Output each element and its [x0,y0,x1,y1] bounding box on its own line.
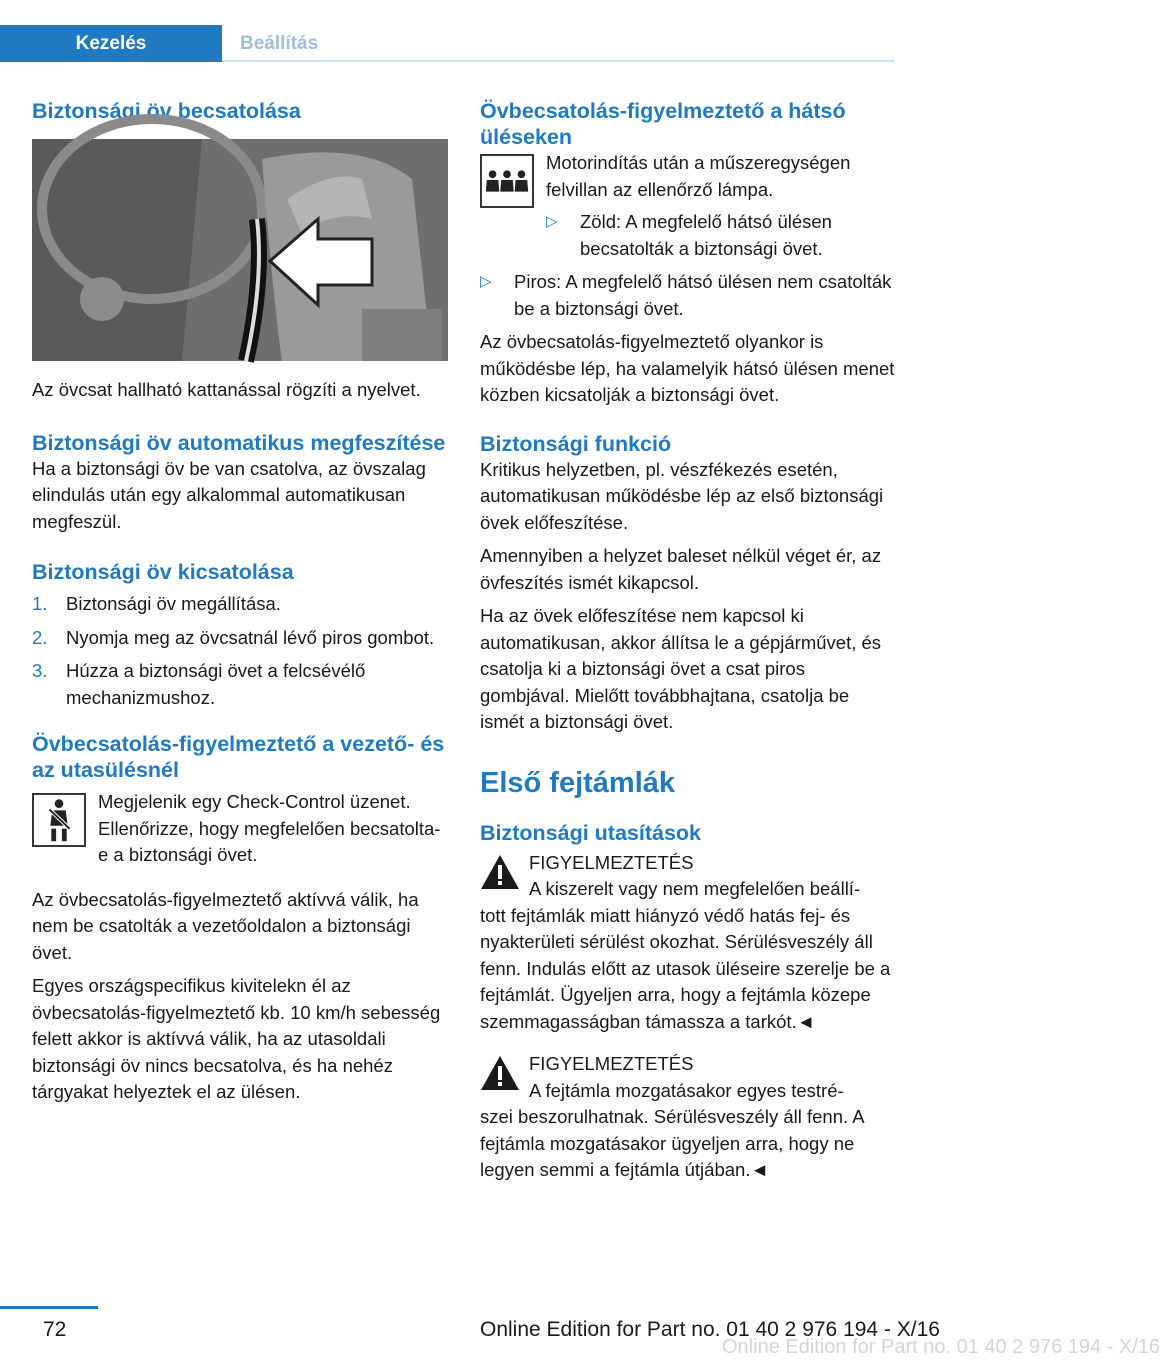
warning-text-start: A fejtámla mozgatásakor egyes testré- [529,1079,844,1101]
seatbelt-buckle-photo [32,139,448,361]
warning-block-2 [480,1051,896,1184]
auto-tension-text: Ha a biztonsági öv be van csatolva, az övszalag elindulás után egy alkalommal automatikusan megfeszül. [32,457,426,532]
list-item [32,591,448,618]
step-number: 1. [32,593,48,614]
rear-warning-heading: Övbecsatolás-figyelmeztető a hátsó üléseken [480,99,846,149]
list-item [32,625,448,652]
tab-kezeles[interactable]: Kezelés [0,25,222,62]
front-warning-heading: Övbecsatolás-figyelmeztető a vezető- és az utasülésnél [32,732,445,782]
warning-text-rest: szei beszorulhatnak. Sérülésveszély áll fenn. A fejtámla mozgatásakor ügyeljen arra, hogy ne legyen semmi a fejtámla útjában.◄ [480,1106,864,1180]
fasten-heading: Biztonsági öv becsatolása [32,99,301,123]
triangle-bullet-icon: ▷ [546,213,558,230]
rear-warning-icon-text: Motorindítás után a műszeregységen felvillan az ellenőrző lámpa. [546,152,851,200]
warning-text-rest: tott fejtámlák miatt hiányzó védő hatás fej- és nyakterületi sérülést okozhat. Sérülésveszély áll fenn. Indulás előtt az utasok üléseire szerelje be a fejtámlát. Ügyeljen arra, hogy a fejtámla közepe szemmagasságban támassza a tarkót.◄ [480,904,891,1032]
footer-divider [0,1306,98,1309]
right-column [480,98,896,1184]
step-text: Húzza a biztonsági övet a felcsévélő mechanizmushoz. [66,660,366,708]
step-number: 2. [32,626,48,648]
front-warning-icon-text: Megjelenik egy Check-Control üzenet. Ellenőrizze, hogy megfelelően becsatolta-e a biztonsági övet. [98,791,441,865]
list-item [546,209,896,262]
triangle-bullet-icon: ▷ [480,273,492,290]
step-text: Biztonsági öv megállítása. [66,593,281,614]
chapter-tabs [0,25,895,62]
rear-seats-icon [480,154,534,208]
bullet-text: Piros: A megfelelő hátsó ülésen nem csatolták be a biztonsági övet. [514,271,892,319]
unfasten-steps [32,591,448,711]
auto-tension-heading: Biztonsági öv automatikus megfeszítése [32,430,446,455]
warning-label: FIGYELMEZTETÉS [529,851,694,873]
seatbelt-warning-icon [32,793,86,847]
list-item [32,658,448,711]
watermark: Online Edition for Part no. 01 40 2 976 194 - X/16 [722,1336,1160,1358]
front-warning-paragraph-1: Az övbecsatolás-figyelmeztető aktívvá válik, ha nem be csatolták a vezetőoldalon a biztonsági övet. [32,888,419,963]
section-title: Első fejtámlák [480,766,676,799]
front-warning-icon-row [32,789,448,869]
unfasten-heading: Biztonsági öv kicsatolása [32,560,294,584]
safety-notes-heading: Biztonsági utasítások [480,820,702,845]
left-column [32,98,448,1106]
warning-block-1 [480,850,896,1036]
safety-function-paragraph-1: Kritikus helyzetben, pl. vészfékezés esetén, automatikusan működésbe lép az első biztonsági övek előfeszítése. [480,458,884,533]
rear-status-list-green [546,209,896,262]
warning-text-start: A kiszerelt vagy nem megfelelően beállí- [529,878,861,899]
warning-triangle-icon [480,1055,520,1091]
step-text: Nyomja meg az övcsatnál lévő piros gombot. [66,626,435,648]
step-number: 3. [32,660,48,681]
safety-function-paragraph-2: Amennyiben a helyzet baleset nélkül véget ér, az övfeszítés ismét kikapcsol. [480,545,882,593]
page-number: 72 [43,1318,67,1341]
edition-text: Online Edition for Part no. 01 40 2 976 194 - X/16 [480,1318,940,1341]
list-item [480,269,896,322]
rear-status-list-red [480,269,896,322]
tab-beallitas[interactable]: Beállítás [222,25,895,62]
front-warning-paragraph-2: Egyes országspecifikus kivitelekn él az övbecsatolás-figyelmeztető kb. 10 km/h sebesség felett akkor is aktívvá válik, ha az utasoldali biztonsági öv nincs becsatolva, és ha nehéz tárgyakat helyeztek el az ülésen. [32,975,441,1102]
warning-label: FIGYELMEZTETÉS [529,1053,694,1074]
rear-warning-paragraph: Az övbecsatolás-figyelmeztető olyankor is működésbe lép, ha valamelyik hátsó ülésen menet közben kicsatolják a biztonsági övet. [480,331,895,405]
safety-function-heading: Biztonsági funkció [480,431,672,456]
photo-caption: Az övcsat hallható kattanással rögzíti a nyelvet. [32,379,421,400]
warning-triangle-icon [480,854,520,890]
safety-function-paragraph-3: Ha az övek előfeszítése nem kapcsol ki automatikusan, akkor állítsa le a gépjárművet, és csatolja ki a biztonsági övet a csat piros gombjával. Mielőtt továbbhajtana, csatolja be ismét a biztonsági övet. [480,605,882,732]
rear-warning-icon-row [480,150,896,262]
bullet-text: Zöld: A megfelelő hátsó ülésen becsatolták a biztonsági övet. [580,211,832,259]
